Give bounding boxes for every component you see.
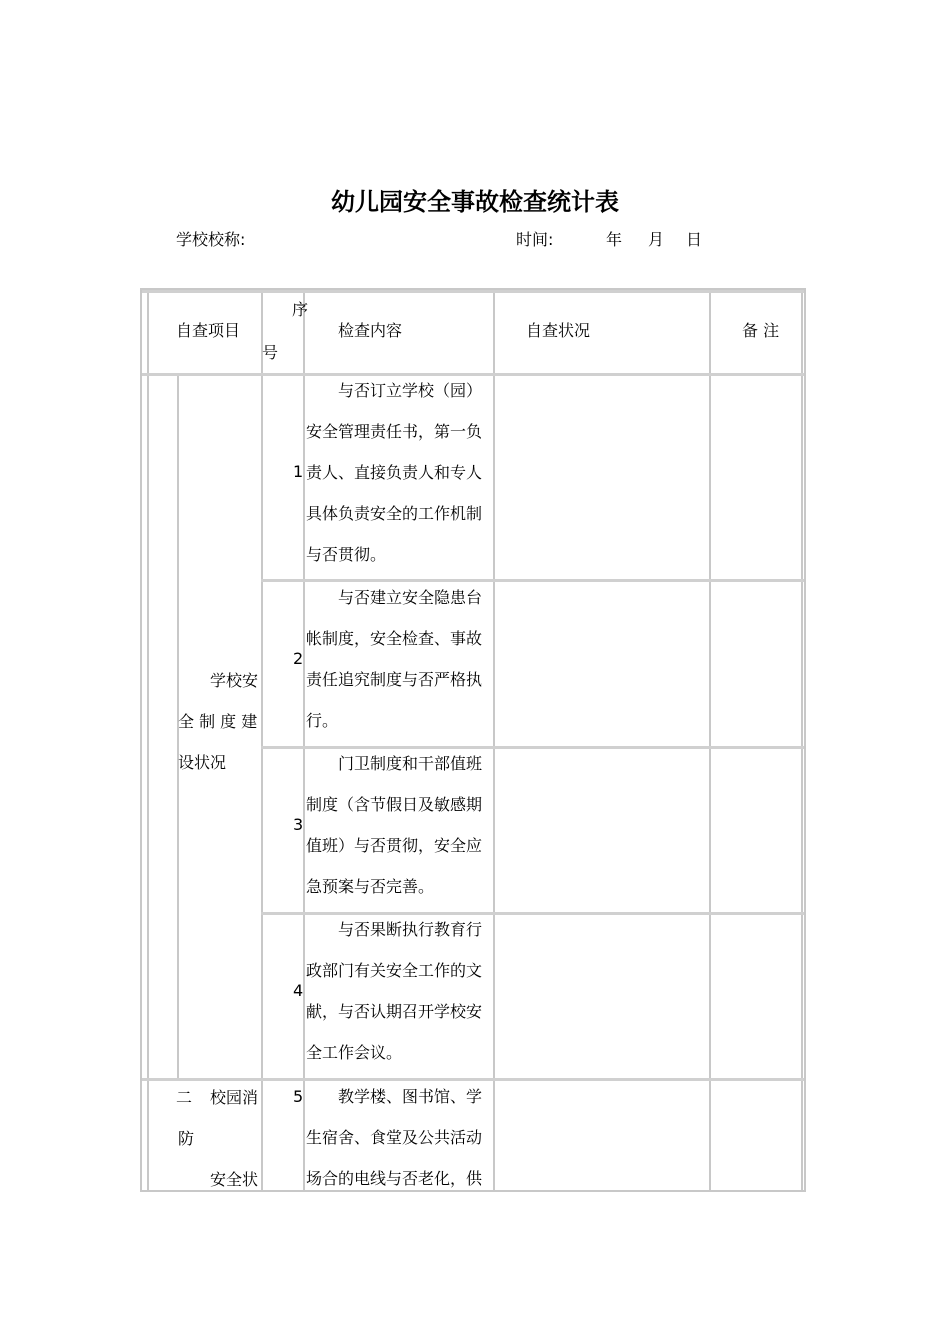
row-4-content: 与否果断执行教育行政部门有关安全工作的文献，与否认期召开学校安全工作会议。: [306, 920, 483, 1062]
header-seq-bottom: 号: [262, 343, 279, 362]
row-4-number: 4: [293, 981, 304, 1000]
school-name-label: 学校校称:: [176, 230, 246, 249]
time-label: 时间:: [516, 230, 554, 249]
section-2-label-line3: 安全状: [210, 1170, 259, 1189]
section-2-label-line2: 防: [178, 1129, 195, 1148]
time-month-label: 月: [648, 230, 665, 249]
table-border-top: [142, 290, 804, 293]
section-1-label-line2: 全 制 度 建: [178, 712, 258, 731]
section-2-label-line1: 校园消: [210, 1088, 259, 1107]
row-5-number: 5: [293, 1087, 304, 1106]
row-3-content: 门卫制度和干部值班制度（含节假日及敏感期值班）与否贯彻，安全应急预案与否完善。: [306, 754, 483, 896]
header-content: 检查内容: [338, 321, 403, 340]
row-5-content: 教学楼、图书馆、学生宿舍、食堂及公共活动场合的电线与否老化，供: [306, 1087, 483, 1188]
header-status: 自查状况: [526, 321, 591, 340]
row-2-number: 2: [293, 649, 304, 668]
table-border-left: [147, 290, 149, 1190]
header-item: 自查项目: [176, 321, 241, 340]
time-day-label: 日: [686, 230, 703, 249]
header-seq-top: 序: [292, 300, 309, 319]
section-1-label-line3: 设状况: [178, 753, 227, 772]
page-title: 幼儿园安全事故检查统计表: [331, 188, 619, 216]
section-1-label-line1: 学校安: [210, 671, 259, 690]
inspection-table: [140, 288, 806, 1192]
row-1-number: 1: [293, 462, 304, 481]
section-2-prefix: 二: [176, 1088, 193, 1107]
seq-column-border: [303, 290, 305, 1190]
row-1-content: 与否订立学校（园）安全管理责任书，第一负责人、直接负责人和专人具体负责安全的工作机制与否贯彻。: [306, 381, 483, 564]
time-year-label: 年: [606, 230, 623, 249]
table-border-right: [801, 290, 803, 1190]
header-remark: 备 注: [742, 321, 780, 340]
row-3-number: 3: [293, 815, 304, 834]
item-column-border: [261, 290, 263, 1190]
row-2-content: 与否建立安全隐患台帐制度，安全检查、事故责任追究制度与否严格执行。: [306, 588, 483, 730]
status-column-border: [709, 290, 711, 1190]
